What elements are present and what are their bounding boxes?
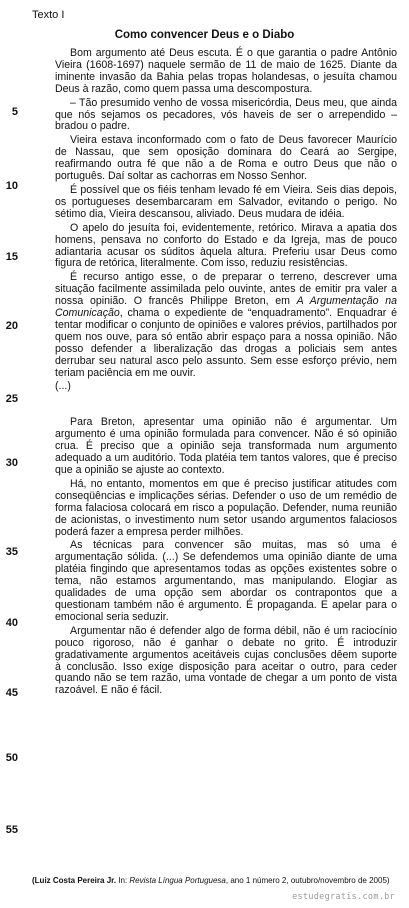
line-number: 20 xyxy=(5,320,18,332)
citation-author: (Luiz Costa Pereira Jr. xyxy=(32,876,117,885)
paragraph: Bom argumento até Deus escuta. É o que garantia o padre Antônio Vieira (1608-1697) naquele sermão de 11 de maio de 1625. Diante da iminente invasão da Bahia pelas tropas holandesas, o jesuíta chamou Deus à razão, como quem passa uma descompostura. xyxy=(55,47,397,95)
citation-publication: Revista Língua Portuguesa xyxy=(129,876,226,885)
line-number: 5 xyxy=(11,106,18,118)
paragraph: – Tão presumido venho de vossa misericórdia, Deus meu, que ainda que nós sejamos os pecadores, vós haveis de ser o arrependido – bradou o padre. xyxy=(55,96,397,133)
line-number: 45 xyxy=(5,687,18,699)
book-title: A Argumentação na Comunicação xyxy=(55,295,397,320)
paragraph: Há, no entanto, momentos em que é preciso justificar atitudes com conseqüências e implicações sérias. Defender o uso de um remédio de forma falaciosa colocará em risco a população. Defender, numa reunião de acionistas, o investimento num setor usando argumentos falaciosos poderá fazer a empresa perder milhões. xyxy=(55,477,397,538)
line-number: 30 xyxy=(5,457,18,469)
line-number: 40 xyxy=(5,617,18,629)
line-number: 15 xyxy=(5,251,18,263)
paragraph: É possível que os fiéis tenham levado fé em Vieira. Seis dias depois, os portugueses desembarcaram em Salvador, evitando o perigo. No sétimo dia, Vieira descansou, aliviado. Deus mudara de idéia. xyxy=(55,183,397,220)
paragraph: Para Breton, apresentar uma opinião não é argumentar. Um argumento é uma opinião formulada para convencer. Não é só opinião crua. É preciso que a opinião seja transformada num argumento adequado a um auditório. Toda platéia tem tantos valores, que é preciso que a opinião se ajuste ao contexto. xyxy=(55,416,397,476)
paragraph: Vieira estava inconformado com o fato de Deus favorecer Maurício de Nassau, que sem oposição dominara do Ceará ao Sergipe, reafirmando outra fé que não a de Roma e outro Deus que não o português. Daí soltar as cachorras em Nosso Senhor. xyxy=(55,134,397,183)
source-citation xyxy=(32,876,392,885)
line-number: 10 xyxy=(5,180,18,192)
document-title: Como convencer Deus e o Diabo xyxy=(114,29,295,41)
paragraph: Argumentar não é defender algo de forma débil, não é um raciocínio pouco rigoroso, não é ganhar o debate no grito. É introduzir gradativamente argumentos aceitáveis cujas conclusões dêem suporte à conclusão. Isso exige disposição para aceitar o outro, para ceder quando não se tem razão, uma vontade de chegar a um ponto de vista razoável. E não é fácil. xyxy=(55,624,397,697)
citation-in: In: xyxy=(116,876,130,885)
line-number: 50 xyxy=(5,752,18,764)
text-label: Texto I xyxy=(32,9,65,21)
ellipsis: (...) xyxy=(55,380,71,393)
paragraph xyxy=(55,272,397,379)
line-number: 25 xyxy=(5,393,18,405)
body-text xyxy=(55,48,397,699)
paragraph-part: É recurso antigo esse, o de preparar o terreno, descrever uma situação facilmente assimilada pelo ouvinte, antes de emitir pra valer a nossa opinião. O francês Philippe Breton, em xyxy=(55,271,397,308)
citation-details: , ano 1 número 2, outubro/novembro de 2005) xyxy=(225,876,390,885)
site-watermark: estudegratis.com.br xyxy=(292,892,395,902)
line-number: 35 xyxy=(5,546,18,558)
paragraph-part: , chama o expediente de “enquadramento”. Enquadrar é tentar modificar o conjunto de opiniões e valores prévios, partilhados por quem nos ouve, para só então abrir espaço para a nossa opinião. Não posso defender a liberalização das drogas a policiais sem antes derrubar seu natural asco pelo assunto. Sem esse esforço prévio, nem teriam paciência em me ouvir. xyxy=(55,307,397,379)
line-number: 55 xyxy=(5,824,18,836)
paragraph: As técnicas para convencer são muitas, mas só uma é argumentação sólida. (...) Se defendemos uma opinião diante de uma platéia fingindo que apresentamos todas as opções existentes sobre o tema, não estamos argumentando, mas manipulando. Elogiar as qualidades de uma opção sem abordar os contrapontos que a questionam também não é argumento. É propaganda. E apelar para o emocional seria seduzir. xyxy=(55,539,397,623)
paragraph: O apelo do jesuíta foi, evidentemente, retórico. Mirava a apatia dos homens, pensava no conforto do Estado e da Igreja, mas de pouco adiantaria acusar os súditos àquela altura. Preferiu usar Deus como figura de retórica, literalmente. Com isso, reduziu resistências. xyxy=(55,221,397,270)
